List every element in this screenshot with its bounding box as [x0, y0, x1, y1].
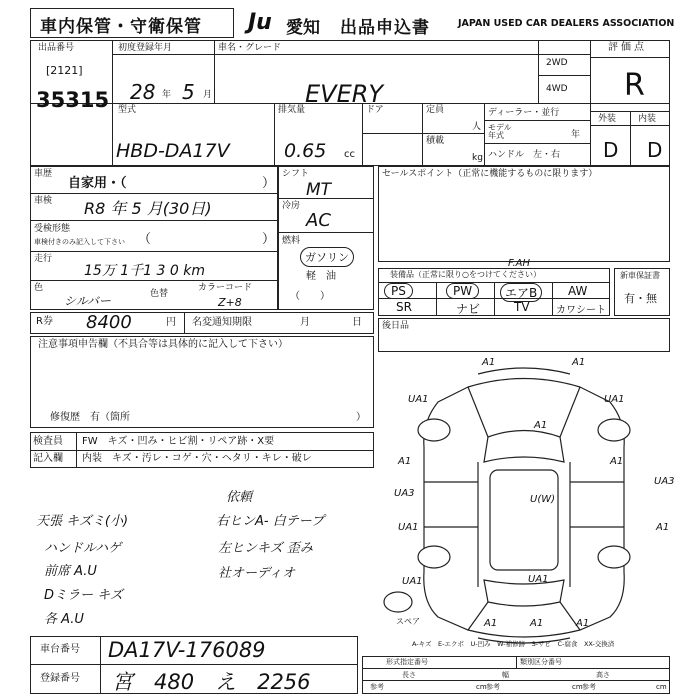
chassis-value: DA17V-176089 [108, 638, 266, 662]
mileage-label: 走行 [34, 254, 53, 264]
note-right-4: 社オーディオ [218, 566, 295, 581]
notes-label: 注意事項申告欄（不具合等は具体的に記入して下さい） [38, 339, 288, 350]
note-line-2: ハンドルハゲ [44, 541, 122, 556]
equipment-label: 装備品（正常に限り○をつけてください） [390, 270, 541, 279]
spare-label: スペア [396, 617, 420, 626]
equip-airbag: エアB [500, 283, 542, 302]
shift-value: MT [306, 180, 332, 200]
equip-seat: カワシート [556, 305, 606, 316]
equip-tv: TV [514, 300, 530, 314]
mark-5: UA1 [604, 394, 625, 405]
mark-10: UA1 [398, 522, 419, 533]
mark-11: UA3 [654, 476, 675, 487]
mark-16: UA1 [528, 574, 549, 585]
inspector-label: 検査員 [33, 436, 63, 447]
warranty-value: 有・無 [624, 292, 657, 305]
note-right-1: 依頼 [226, 490, 253, 505]
receive-open: （ [138, 232, 152, 247]
warranty-label: 新車保証書 [620, 271, 660, 280]
mark-17: A1 [576, 618, 590, 629]
form-title: 出品申込書 [340, 18, 430, 38]
recycle-label: R券 [36, 316, 53, 327]
exterior-grade: D [603, 138, 619, 162]
receive-sub: 車検付きのみ記入して下さい [34, 238, 125, 246]
recycle-unit: 円 [166, 317, 176, 328]
ac-label: 冷房 [282, 201, 301, 211]
mark-3: UA1 [408, 394, 429, 405]
handle-label: ハンドル 左・右 [488, 150, 561, 160]
note-right-3: 左ヒンキズ 歪み [218, 541, 313, 556]
drive-2wd: 2WD [546, 58, 568, 68]
lot-number: 35315 [36, 88, 110, 112]
fw-line: FW キズ・凹み・ヒビ割・リペア跡・X要 [82, 436, 275, 447]
year-suffix: 年 [571, 130, 581, 140]
load-unit: kg [472, 153, 483, 163]
history-label: 車歴 [34, 169, 53, 179]
dealer-label: ディーラー・並行 [488, 108, 560, 118]
note-right-2: 右ヒンA- 白テープ [216, 514, 325, 529]
first-reg-month: 5 [182, 80, 195, 104]
mark-13: UA1 [402, 576, 423, 587]
sales-point-box [378, 166, 670, 262]
length-label: 長さ [402, 671, 416, 679]
month-unit: 月 [203, 90, 213, 100]
ju-logo: Ju [248, 10, 272, 35]
cm-3: cm [656, 683, 667, 691]
receive-label: 受検形態 [34, 224, 71, 234]
mark-15: A1 [530, 618, 544, 629]
note-line-1: 天張 キズミ(小) [36, 514, 129, 529]
mark-2: A1 [572, 357, 586, 368]
first-reg-year: 28 [130, 80, 156, 104]
capacity-unit: 人 [472, 122, 482, 132]
form-spec-label: 形式指定番号 [386, 658, 428, 666]
equip-aw: AW [568, 284, 588, 298]
car-name: EVERY [305, 80, 384, 108]
mark-14: A1 [484, 618, 498, 629]
plate-value: 宮 480 え 2256 [112, 670, 311, 694]
history-value: 自家用・（ [68, 176, 127, 191]
equip-pw: PW [446, 283, 479, 299]
lot-label: 出品番号 [38, 43, 75, 53]
tax-day: 日 [352, 317, 362, 328]
note-line-3: 前席 A.U [44, 564, 97, 579]
mark-1: A1 [482, 357, 496, 368]
score-label: 評価点 [608, 42, 647, 53]
equip-ps: PS [384, 283, 413, 299]
displacement-label: 排気量 [278, 105, 306, 115]
chassis-label: 車台番号 [40, 644, 80, 655]
ref-label-1: 参考 [370, 683, 384, 691]
load-label: 積載 [426, 136, 445, 146]
mark-8: UA3 [394, 488, 415, 499]
shift-label: シフト [282, 169, 310, 179]
class-label: 類別区分番号 [520, 658, 562, 666]
repaint-label: 色替 [150, 289, 169, 299]
height-label: 高さ [596, 671, 610, 679]
exterior-label: 外装 [598, 114, 617, 124]
ac-value: AC [306, 210, 331, 231]
english-title: JAPAN USED CAR DEALERS ASSOCIATION [458, 18, 675, 29]
interior-grade: D [647, 138, 663, 162]
cc-unit: cc [344, 149, 355, 160]
sales-point-label: セールスポイント（正常に機能するものに限ります） [382, 169, 598, 179]
model-value: HBD-DA17V [116, 140, 230, 162]
note-line-4: Dミラー キズ [44, 588, 123, 603]
color-label: 色 [34, 283, 44, 293]
fuel-label: 燃料 [282, 236, 301, 246]
history-close: ） [262, 176, 276, 191]
repair-close: ） [356, 412, 366, 423]
equip-sr: SR [396, 300, 412, 314]
equip-navi: ナビ [456, 302, 481, 316]
mileage-value: 15万 1千1 3 0 km [84, 263, 205, 279]
capacity-label: 定員 [426, 105, 445, 115]
displacement-value: 0.65 [284, 140, 327, 162]
storage-label: 車内保管・守衛保管 [40, 17, 202, 37]
color-code: Z+8 [218, 296, 242, 309]
car-name-label: 車名・グレード [218, 43, 282, 53]
drive-4wd: 4WD [546, 84, 568, 94]
ref-label-2: 参考 [486, 683, 500, 691]
fuel-value: ガソリン [300, 247, 354, 267]
color-value: シルバー [64, 294, 111, 308]
cm-1: cm [476, 683, 487, 691]
width-label: 幅 [502, 671, 509, 679]
fuel-light: 軽 油 [306, 271, 336, 282]
tax-label: 名変通知期限 [192, 317, 252, 328]
score-value: R [624, 68, 645, 103]
inspection-value: R8 年 5 月(30日) [84, 199, 212, 218]
note-line-5: 各 A.U [44, 612, 84, 627]
mark-12: A1 [656, 522, 670, 533]
door-label: ドア [366, 105, 384, 115]
mark-6: A1 [398, 456, 412, 467]
mark-9: A1 [610, 456, 624, 467]
mark-7: U(W) [530, 494, 556, 505]
model-label: 型式 [118, 105, 137, 115]
tax-month: 月 [300, 317, 310, 328]
plate-label: 登録番号 [40, 673, 80, 684]
ref-label-3: 参考 [582, 683, 596, 691]
fuel-other: （ ） [290, 291, 330, 302]
first-reg-label: 初度登録年月 [118, 43, 173, 53]
repair-label: 修復歴 有（箇所 [50, 412, 130, 423]
interior-line: 内装 キズ・汚レ・コゲ・穴・ヘタリ・キレ・破レ [82, 453, 312, 464]
org-name: 愛知 [286, 18, 320, 38]
equipment-note: F.AH [508, 258, 531, 269]
lot-sub: [2121] [46, 64, 83, 77]
year-unit: 年 [162, 90, 172, 100]
receive-close: ） [262, 232, 276, 247]
cm-2: cm [572, 683, 583, 691]
model-year-text: モデル 年式 [488, 123, 512, 140]
rear-item-label: 後日品 [382, 321, 410, 331]
color-code-label: カラーコード [198, 283, 253, 293]
interior-label: 内装 [638, 114, 657, 124]
damage-legend: A-キズ E-エクボ U-凹み W-補修跡 S-サビ C-腐食 XX-交換済 [412, 640, 615, 648]
rear-item-box [378, 318, 670, 352]
recycle-value: 8400 [86, 312, 132, 333]
model-year-label [488, 124, 512, 140]
fill-label: 記入欄 [33, 453, 63, 464]
inspection-label: 車検 [34, 196, 53, 206]
mark-4: A1 [534, 420, 548, 431]
